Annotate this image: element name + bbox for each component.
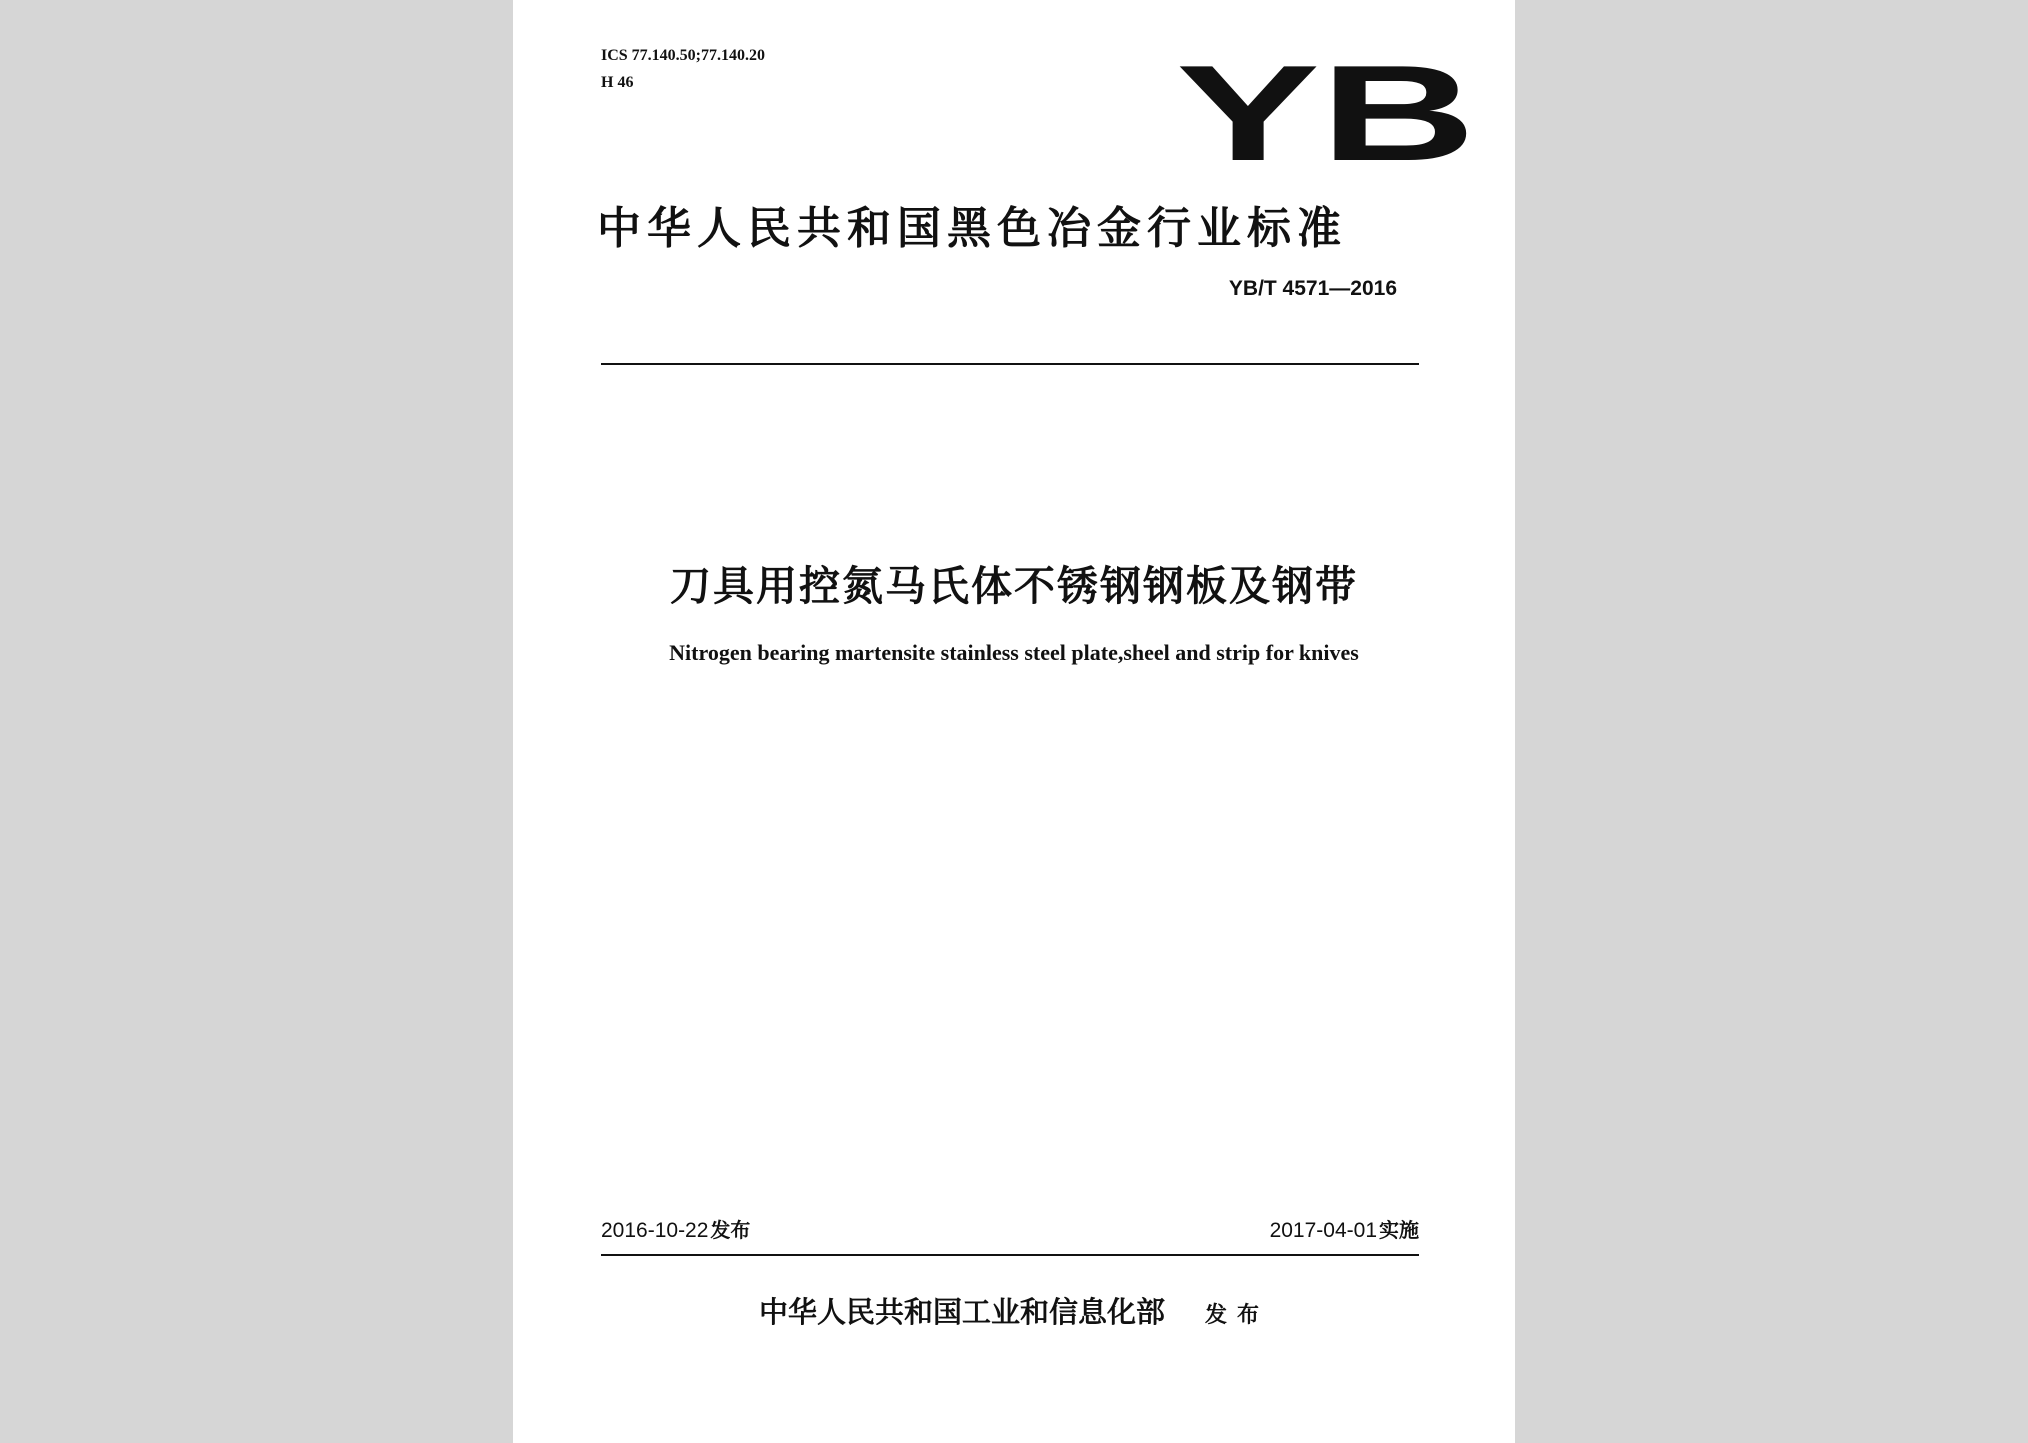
- effective-date: [1270, 1214, 1419, 1243]
- issue-date: [601, 1214, 750, 1243]
- standard-number: YB/T 4571—2016: [1228, 277, 1397, 300]
- title-chinese: 刀具用控氮马氏体不锈钢钢板及钢带: [670, 562, 1358, 610]
- standard-organization: 中华人民共和国黑色冶金行业标准: [597, 203, 1347, 254]
- effective-date-label: 实施: [1379, 1218, 1419, 1242]
- bottom-divider: [601, 1254, 1419, 1256]
- issuer-verb: 发布: [1205, 1303, 1270, 1328]
- document-page: [513, 0, 1515, 1443]
- yb-logo: [1171, 56, 1481, 168]
- top-divider: [601, 363, 1419, 365]
- issuer-name: 中华人民共和国工业和信息化部: [758, 1295, 1165, 1329]
- issue-date-label: 发布: [710, 1218, 751, 1242]
- category-code: H 46: [601, 74, 634, 91]
- issuer: [513, 1290, 1515, 1331]
- svg-text:YB: YB: [1176, 56, 1476, 168]
- title-english: Nitrogen bearing martensite stainless steel plate,sheel and strip for knives: [669, 640, 1359, 665]
- issue-date-value: 2016-10-22: [601, 1219, 709, 1242]
- ics-code: ICS 77.140.50;77.140.20: [601, 47, 766, 64]
- effective-date-value: 2017-04-01: [1269, 1219, 1377, 1242]
